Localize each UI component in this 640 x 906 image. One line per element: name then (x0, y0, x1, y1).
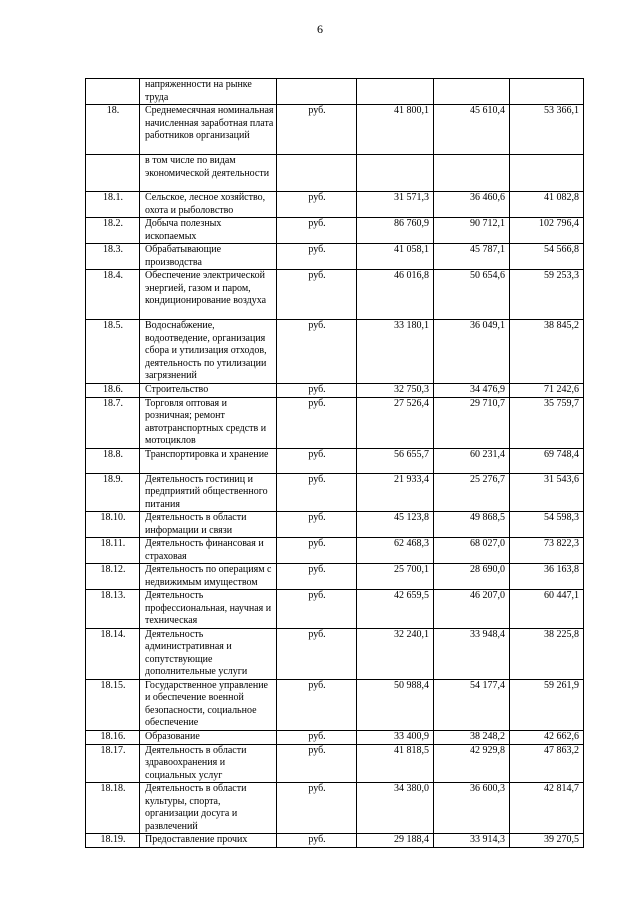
value-1-cell: 62 468,3 (357, 538, 434, 564)
value-1-cell: 45 123,8 (357, 512, 434, 538)
value-2-cell: 50 654,6 (434, 270, 510, 320)
value-3-cell: 71 242,6 (510, 383, 584, 397)
table-row (86, 320, 584, 384)
row-number-cell: 18.8. (86, 448, 140, 473)
indicator-name-cell: Деятельность в области культуры, спорта, организации досуга и развлечений (140, 783, 277, 834)
value-2-cell: 42 929,8 (434, 744, 510, 783)
indicator-name-cell: Деятельность в области информации и связи (140, 512, 277, 538)
value-2-cell: 38 248,2 (434, 730, 510, 744)
value-1-cell: 42 659,5 (357, 590, 434, 629)
value-3-cell: 31 543,6 (510, 473, 584, 512)
table-row (86, 628, 584, 679)
table-row (86, 448, 584, 473)
row-number-cell: 18.18. (86, 783, 140, 834)
value-1-cell: 46 016,8 (357, 270, 434, 320)
row-number-cell: 18.13. (86, 590, 140, 629)
indicator-name-cell: Водоснабжение, водоотведение, организация сбора и утилизация отходов, деятельность по утилизации загрязнений (140, 320, 277, 384)
row-number-cell: 18.7. (86, 397, 140, 448)
unit-cell: руб. (277, 590, 357, 629)
value-2-cell: 90 712,1 (434, 218, 510, 244)
table-row (86, 79, 584, 105)
table-row (86, 155, 584, 192)
value-1-cell (357, 155, 434, 192)
table-row (86, 270, 584, 320)
table-row (86, 783, 584, 834)
value-1-cell (357, 79, 434, 105)
table-row (86, 244, 584, 270)
unit-cell: руб. (277, 105, 357, 155)
unit-cell: руб. (277, 397, 357, 448)
indicator-name-cell: Обрабатывающие производства (140, 244, 277, 270)
value-1-cell: 25 700,1 (357, 564, 434, 590)
value-1-cell: 32 240,1 (357, 628, 434, 679)
table-row (86, 744, 584, 783)
value-3-cell: 59 253,3 (510, 270, 584, 320)
value-2-cell: 49 868,5 (434, 512, 510, 538)
value-2-cell: 25 276,7 (434, 473, 510, 512)
value-1-cell: 33 180,1 (357, 320, 434, 384)
row-number-cell: 18.16. (86, 730, 140, 744)
table-row (86, 218, 584, 244)
table-row (86, 730, 584, 744)
value-1-cell: 41 800,1 (357, 105, 434, 155)
table-row (86, 105, 584, 155)
unit-cell: руб. (277, 473, 357, 512)
value-2-cell: 36 049,1 (434, 320, 510, 384)
unit-cell (277, 79, 357, 105)
unit-cell (277, 155, 357, 192)
value-2-cell: 60 231,4 (434, 448, 510, 473)
value-3-cell: 69 748,4 (510, 448, 584, 473)
indicator-name-cell: Деятельность профессиональная, научная и техническая (140, 590, 277, 629)
value-2-cell: 29 710,7 (434, 397, 510, 448)
value-3-cell: 54 566,8 (510, 244, 584, 270)
indicator-name-cell: Деятельность гостиниц и предприятий общественного питания (140, 473, 277, 512)
row-number-cell: 18.3. (86, 244, 140, 270)
row-number-cell (86, 155, 140, 192)
value-3-cell: 36 163,8 (510, 564, 584, 590)
unit-cell: руб. (277, 244, 357, 270)
table-row (86, 473, 584, 512)
indicator-name-cell: Государственное управление и обеспечение военной безопасности, социальное обеспечение (140, 679, 277, 730)
value-3-cell: 42 814,7 (510, 783, 584, 834)
unit-cell: руб. (277, 192, 357, 218)
value-2-cell: 34 476,9 (434, 383, 510, 397)
value-2-cell: 36 600,3 (434, 783, 510, 834)
table-row (86, 834, 584, 848)
value-1-cell: 33 400,9 (357, 730, 434, 744)
value-2-cell (434, 155, 510, 192)
unit-cell: руб. (277, 628, 357, 679)
indicator-name-cell: Торговля оптовая и розничная; ремонт автотранспортных средств и мотоциклов (140, 397, 277, 448)
value-3-cell: 102 796,4 (510, 218, 584, 244)
value-3-cell: 47 863,2 (510, 744, 584, 783)
value-1-cell: 41 818,5 (357, 744, 434, 783)
row-number-cell (86, 79, 140, 105)
value-3-cell: 60 447,1 (510, 590, 584, 629)
unit-cell: руб. (277, 679, 357, 730)
row-number-cell: 18.9. (86, 473, 140, 512)
unit-cell: руб. (277, 270, 357, 320)
indicator-name-cell: Деятельность финансовая и страховая (140, 538, 277, 564)
indicator-name-cell: Деятельность административная и сопутствующие дополнительные услуги (140, 628, 277, 679)
unit-cell: руб. (277, 744, 357, 783)
indicator-name-cell: Транспортировка и хранение (140, 448, 277, 473)
row-number-cell: 18.11. (86, 538, 140, 564)
value-1-cell: 34 380,0 (357, 783, 434, 834)
value-3-cell: 53 366,1 (510, 105, 584, 155)
value-2-cell: 68 027,0 (434, 538, 510, 564)
row-number-cell: 18. (86, 105, 140, 155)
unit-cell: руб. (277, 834, 357, 848)
unit-cell: руб. (277, 218, 357, 244)
unit-cell: руб. (277, 730, 357, 744)
value-3-cell: 38 845,2 (510, 320, 584, 384)
unit-cell: руб. (277, 783, 357, 834)
value-3-cell: 42 662,6 (510, 730, 584, 744)
value-1-cell: 32 750,3 (357, 383, 434, 397)
table-body (86, 79, 584, 848)
indicator-name-cell: Среднемесячная номинальная начисленная заработная плата работников организаций (140, 105, 277, 155)
row-number-cell: 18.19. (86, 834, 140, 848)
unit-cell: руб. (277, 320, 357, 384)
value-3-cell (510, 155, 584, 192)
value-1-cell: 86 760,9 (357, 218, 434, 244)
row-number-cell: 18.17. (86, 744, 140, 783)
indicator-name-cell: Образование (140, 730, 277, 744)
table-row (86, 679, 584, 730)
value-1-cell: 56 655,7 (357, 448, 434, 473)
value-3-cell: 73 822,3 (510, 538, 584, 564)
unit-cell: руб. (277, 383, 357, 397)
value-2-cell: 46 207,0 (434, 590, 510, 629)
indicator-name-cell: Деятельность по операциям с недвижимым имуществом (140, 564, 277, 590)
value-1-cell: 41 058,1 (357, 244, 434, 270)
value-2-cell: 28 690,0 (434, 564, 510, 590)
value-3-cell: 59 261,9 (510, 679, 584, 730)
unit-cell: руб. (277, 564, 357, 590)
value-1-cell: 27 526,4 (357, 397, 434, 448)
row-number-cell: 18.10. (86, 512, 140, 538)
value-2-cell: 33 948,4 (434, 628, 510, 679)
value-2-cell (434, 79, 510, 105)
row-number-cell: 18.4. (86, 270, 140, 320)
table-row (86, 590, 584, 629)
indicator-name-cell: Сельское, лесное хозяйство, охота и рыболовство (140, 192, 277, 218)
indicator-name-cell: Добыча полезных ископаемых (140, 218, 277, 244)
value-3-cell: 38 225,8 (510, 628, 584, 679)
value-3-cell: 54 598,3 (510, 512, 584, 538)
value-1-cell: 29 188,4 (357, 834, 434, 848)
row-number-cell: 18.2. (86, 218, 140, 244)
row-number-cell: 18.15. (86, 679, 140, 730)
table-row (86, 192, 584, 218)
table-row (86, 397, 584, 448)
indicator-name-cell: в том числе по видам экономической деятельности (140, 155, 277, 192)
row-number-cell: 18.5. (86, 320, 140, 384)
table-row (86, 538, 584, 564)
value-1-cell: 21 933,4 (357, 473, 434, 512)
row-number-cell: 18.14. (86, 628, 140, 679)
value-3-cell (510, 79, 584, 105)
indicators-table (85, 78, 584, 848)
row-number-cell: 18.1. (86, 192, 140, 218)
table-row (86, 564, 584, 590)
indicator-name-cell: Деятельность в области здравоохранения и социальных услуг (140, 744, 277, 783)
unit-cell: руб. (277, 448, 357, 473)
value-2-cell: 45 610,4 (434, 105, 510, 155)
table-row (86, 512, 584, 538)
indicator-name-cell: напряженности на рынке труда (140, 79, 277, 105)
value-2-cell: 54 177,4 (434, 679, 510, 730)
value-1-cell: 31 571,3 (357, 192, 434, 218)
unit-cell: руб. (277, 512, 357, 538)
unit-cell: руб. (277, 538, 357, 564)
value-3-cell: 39 270,5 (510, 834, 584, 848)
indicator-name-cell: Строительство (140, 383, 277, 397)
value-1-cell: 50 988,4 (357, 679, 434, 730)
value-3-cell: 35 759,7 (510, 397, 584, 448)
value-2-cell: 33 914,3 (434, 834, 510, 848)
row-number-cell: 18.12. (86, 564, 140, 590)
table-row (86, 383, 584, 397)
value-2-cell: 45 787,1 (434, 244, 510, 270)
indicator-name-cell: Обеспечение электрической энергией, газом и паром, кондиционирование воздуха (140, 270, 277, 320)
value-2-cell: 36 460,6 (434, 192, 510, 218)
value-3-cell: 41 082,8 (510, 192, 584, 218)
indicator-name-cell: Предоставление прочих (140, 834, 277, 848)
page-number: 6 (317, 22, 323, 36)
row-number-cell: 18.6. (86, 383, 140, 397)
